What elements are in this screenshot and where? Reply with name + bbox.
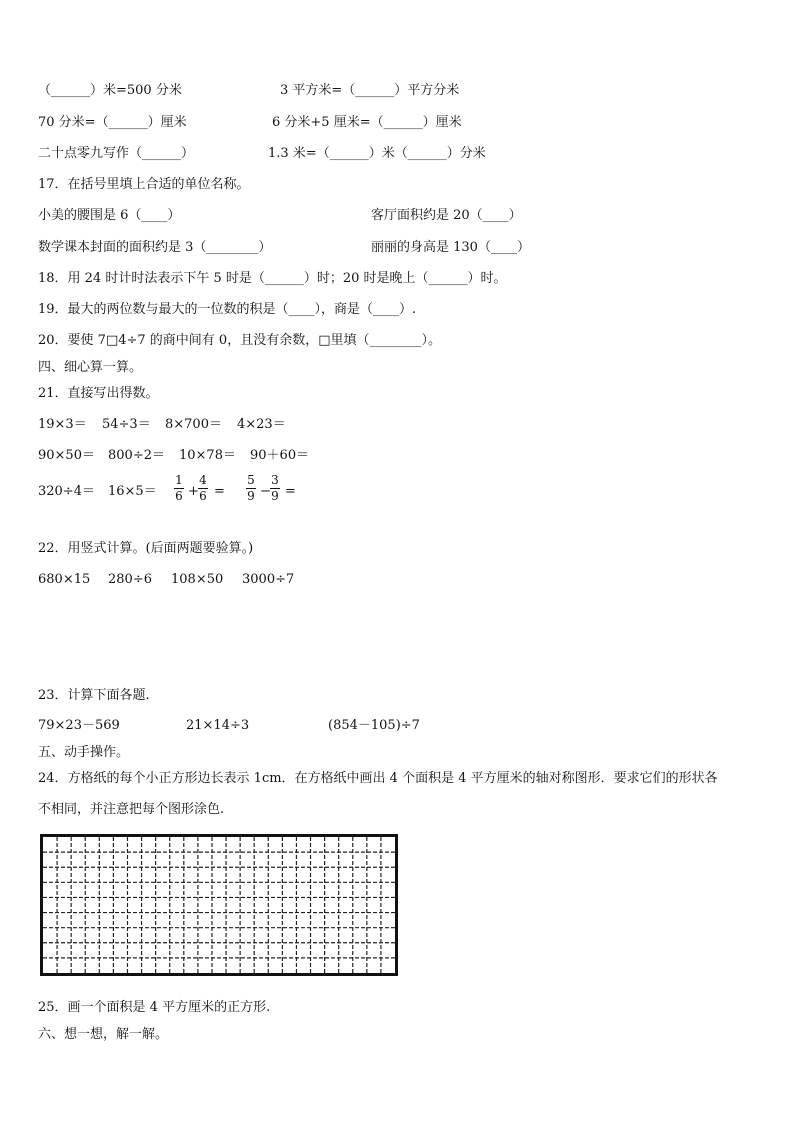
conversion-1a: （______）米=500 分米 [38, 83, 182, 98]
calc-item: 90×50＝ [38, 448, 95, 463]
calc-item: 90＋60＝ [250, 448, 310, 463]
fraction-3-9 [270, 474, 280, 503]
section-6-heading: 六、想一想，解一解。 [38, 1027, 169, 1042]
calc-item: 800÷2＝ [108, 448, 165, 463]
question-22: 22．用竖式计算。(后面两题要验算。) [38, 541, 254, 556]
question-25: 25．画一个面积是 4 平方厘米的正方形. [38, 1000, 271, 1015]
vertical-calc-item: 280÷6 [108, 572, 152, 587]
fraction-numerator: 5 [247, 473, 255, 487]
fraction-denominator: 9 [247, 489, 255, 503]
conversion-3b: 1.3 米=（______）米（______）分米 [268, 146, 486, 161]
q17-item-c: 数学课本封面的面积约是 3（________） [38, 240, 272, 255]
fraction-denominator: 6 [199, 489, 207, 503]
equals-sign: = [214, 484, 225, 499]
calc-item: 19×3＝ [38, 417, 87, 432]
fraction-denominator: 6 [175, 489, 183, 503]
conversion-3a: 二十点零九写作（______） [38, 146, 195, 161]
minus-sign: − [260, 484, 271, 499]
question-18: 18．用 24 时计时法表示下午 5 时是（______）时；20 时是晚上（______）时。 [38, 271, 507, 286]
conversion-1b: 3 平方米=（______）平方分米 [280, 83, 460, 98]
calc-item: 4×23＝ [237, 417, 286, 432]
calc-item: 320÷4＝ [38, 484, 95, 499]
question-21: 21．直接写出得数。 [38, 386, 159, 401]
fraction-1-6 [174, 474, 184, 503]
fraction-numerator: 3 [271, 473, 279, 487]
expression-item: (854－105)÷7 [328, 718, 420, 733]
section-5-heading: 五、动手操作。 [38, 745, 130, 760]
question-24-line-2: 不相同，并注意把每个图形涂色. [38, 802, 225, 817]
conversion-2a: 70 分米=（______）厘米 [38, 115, 187, 130]
calc-item: 54÷3＝ [102, 417, 151, 432]
vertical-calc-item: 108×50 [171, 572, 224, 587]
vertical-calc-item: 3000÷7 [242, 572, 295, 587]
expression-item: 21×14÷3 [186, 718, 250, 733]
calc-item: 8×700＝ [165, 417, 222, 432]
q17-item-d: 丽丽的身高是 130（____） [371, 240, 530, 255]
question-23: 23．计算下面各题. [38, 688, 150, 703]
q17-item-b: 客厅面积约是 20（____） [371, 208, 522, 223]
conversion-2b: 6 分米+5 厘米=（______）厘米 [272, 115, 462, 130]
question-17: 17．在括号里填上合适的单位名称。 [38, 177, 250, 192]
vertical-calc-item: 680×15 [38, 572, 91, 587]
section-4-heading: 四、细心算一算。 [38, 360, 143, 375]
fraction-numerator: 4 [199, 473, 207, 487]
question-20: 20．要使 7□4÷7 的商中间有 0，且没有余数，□里填（________）。 [38, 333, 441, 348]
fraction-denominator: 9 [271, 489, 279, 503]
expression-item: 79×23－569 [38, 718, 120, 733]
calc-item: 16×5＝ [108, 484, 157, 499]
question-24-line-1: 24．方格纸的每个小正方形边长表示 1cm．在方格纸中画出 4 个面积是 4 平方厘米的轴对称图形．要求它们的形状各 [38, 771, 718, 786]
calc-item: 10×78＝ [179, 448, 236, 463]
grid-paper[interactable] [40, 834, 398, 976]
q17-item-a: 小美的腰围是 6（____） [38, 208, 181, 223]
equals-sign: = [285, 484, 296, 499]
fraction-numerator: 1 [175, 473, 183, 487]
grid-border [42, 836, 397, 975]
fraction-4-6 [198, 474, 208, 503]
question-19: 19．最大的两位数与最大的一位数的积是（____），商是（____）. [38, 302, 417, 317]
plus-sign: + [188, 484, 199, 499]
fraction-5-9 [246, 474, 256, 503]
